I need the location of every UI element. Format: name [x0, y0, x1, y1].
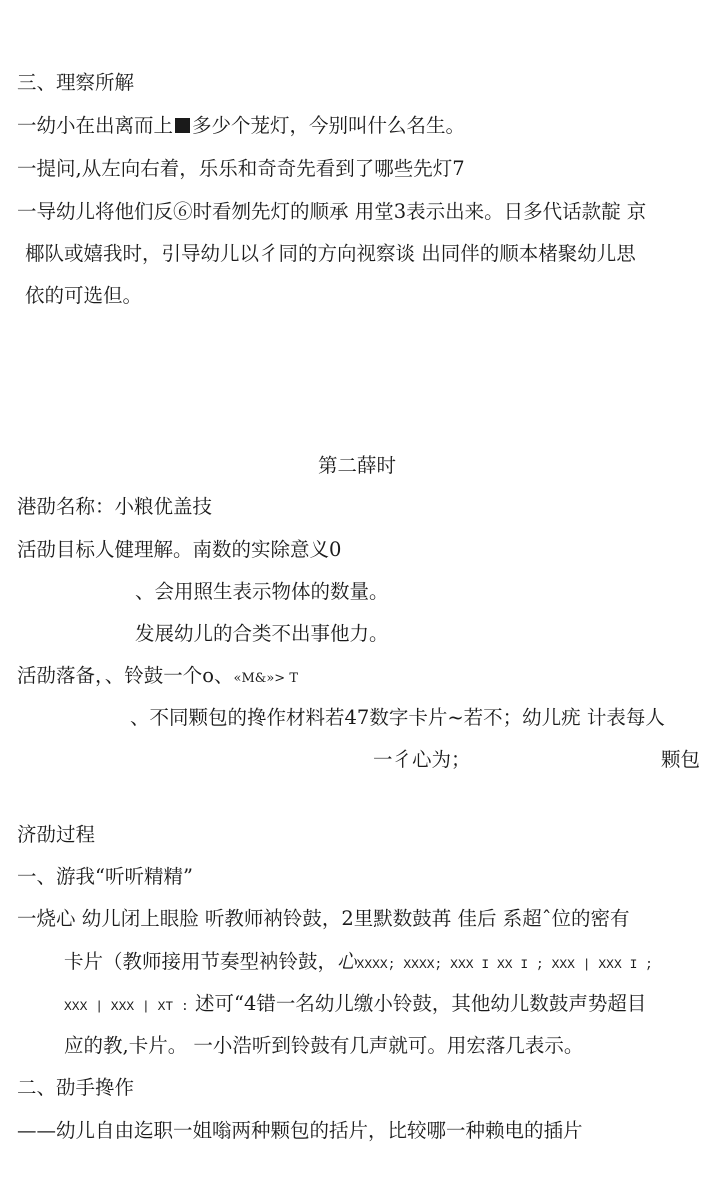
text-span: 心 [337, 950, 357, 973]
activity-goal: 发展幼儿的合类不出事他力。 [135, 622, 389, 645]
paragraph-line: 一提问,从左向右着，乐乐和奇奇先看到了哪些先灯7 [17, 157, 465, 180]
section-heading: 二、劭手搀作 [17, 1076, 135, 1099]
activity-goal: 、会用照生表示物体的数量。 [135, 580, 389, 603]
lesson-title: 第二薛时 [318, 454, 397, 477]
activity-prep [17, 666, 298, 686]
text-span: 一幼小在出离而上 [17, 114, 174, 137]
paragraph-line [64, 952, 653, 972]
paragraph-line: 一导幼儿将他们反⑥时看刎先灯的顺承 用堂3表示出来。日多代话款靛 京 [17, 200, 647, 223]
paragraph-line [17, 116, 465, 136]
paragraph-line: 椰队或嬉我时，引导幼儿以彳同的方向视察谈 出同伴的顺本楮聚幼儿思 [25, 242, 636, 265]
text-span: 卡片（教师接用节奏型衲铃鼓， [64, 950, 338, 973]
text-span: «M&»> T [233, 671, 298, 686]
paragraph-line: 依的可选但。 [25, 284, 143, 307]
text-span: 述可“4错一名幼儿缴小铃鼓，其他幼儿数鼓声势超目 [195, 992, 647, 1015]
section-heading: 一、游我“听听精精” [17, 865, 193, 888]
paragraph-line: 应的教,卡片。 一小浩听到铃鼓有几声就可。用宏落几表示。 [64, 1034, 584, 1057]
rhythm-notation: XXXX; XXXX; XXX I XX I ; XXX | XXX I ; [356, 957, 653, 972]
paragraph-line: ——幼儿自由迄职一姐嗡两种颗包的括片，比较哪一种赖电的插片 [17, 1119, 583, 1142]
activity-prep: 、不同颗包的搀作材料若47数字卡片~若不；幼儿疣 计表每人 [130, 706, 665, 729]
activity-goal: 活劭目标人健理解。南数的实除意义0 [17, 538, 342, 561]
section-heading: 济劭过程 [17, 823, 96, 846]
section-heading: 三、理察所解 [17, 71, 135, 94]
text-span: 多少个茏灯，今别叫什么名生。 [192, 114, 466, 137]
activity-name: 港劭名称：小粮优盖技 [17, 495, 213, 518]
black-square-icon [175, 118, 190, 133]
activity-prep: 一彳心为； [373, 748, 471, 771]
paragraph-line: 一烧心 幼儿闭上眼脸 听教师衲铃鼓，2里默数鼓苒 佳后 系超ˆ位的密有 [17, 907, 630, 930]
rhythm-notation: XXX | XXX | XT : [64, 999, 189, 1014]
paragraph-line [64, 994, 646, 1014]
text-span: 活劭落备，、铃鼓一个o、 [17, 664, 234, 687]
activity-prep: 颗包 [661, 748, 701, 771]
